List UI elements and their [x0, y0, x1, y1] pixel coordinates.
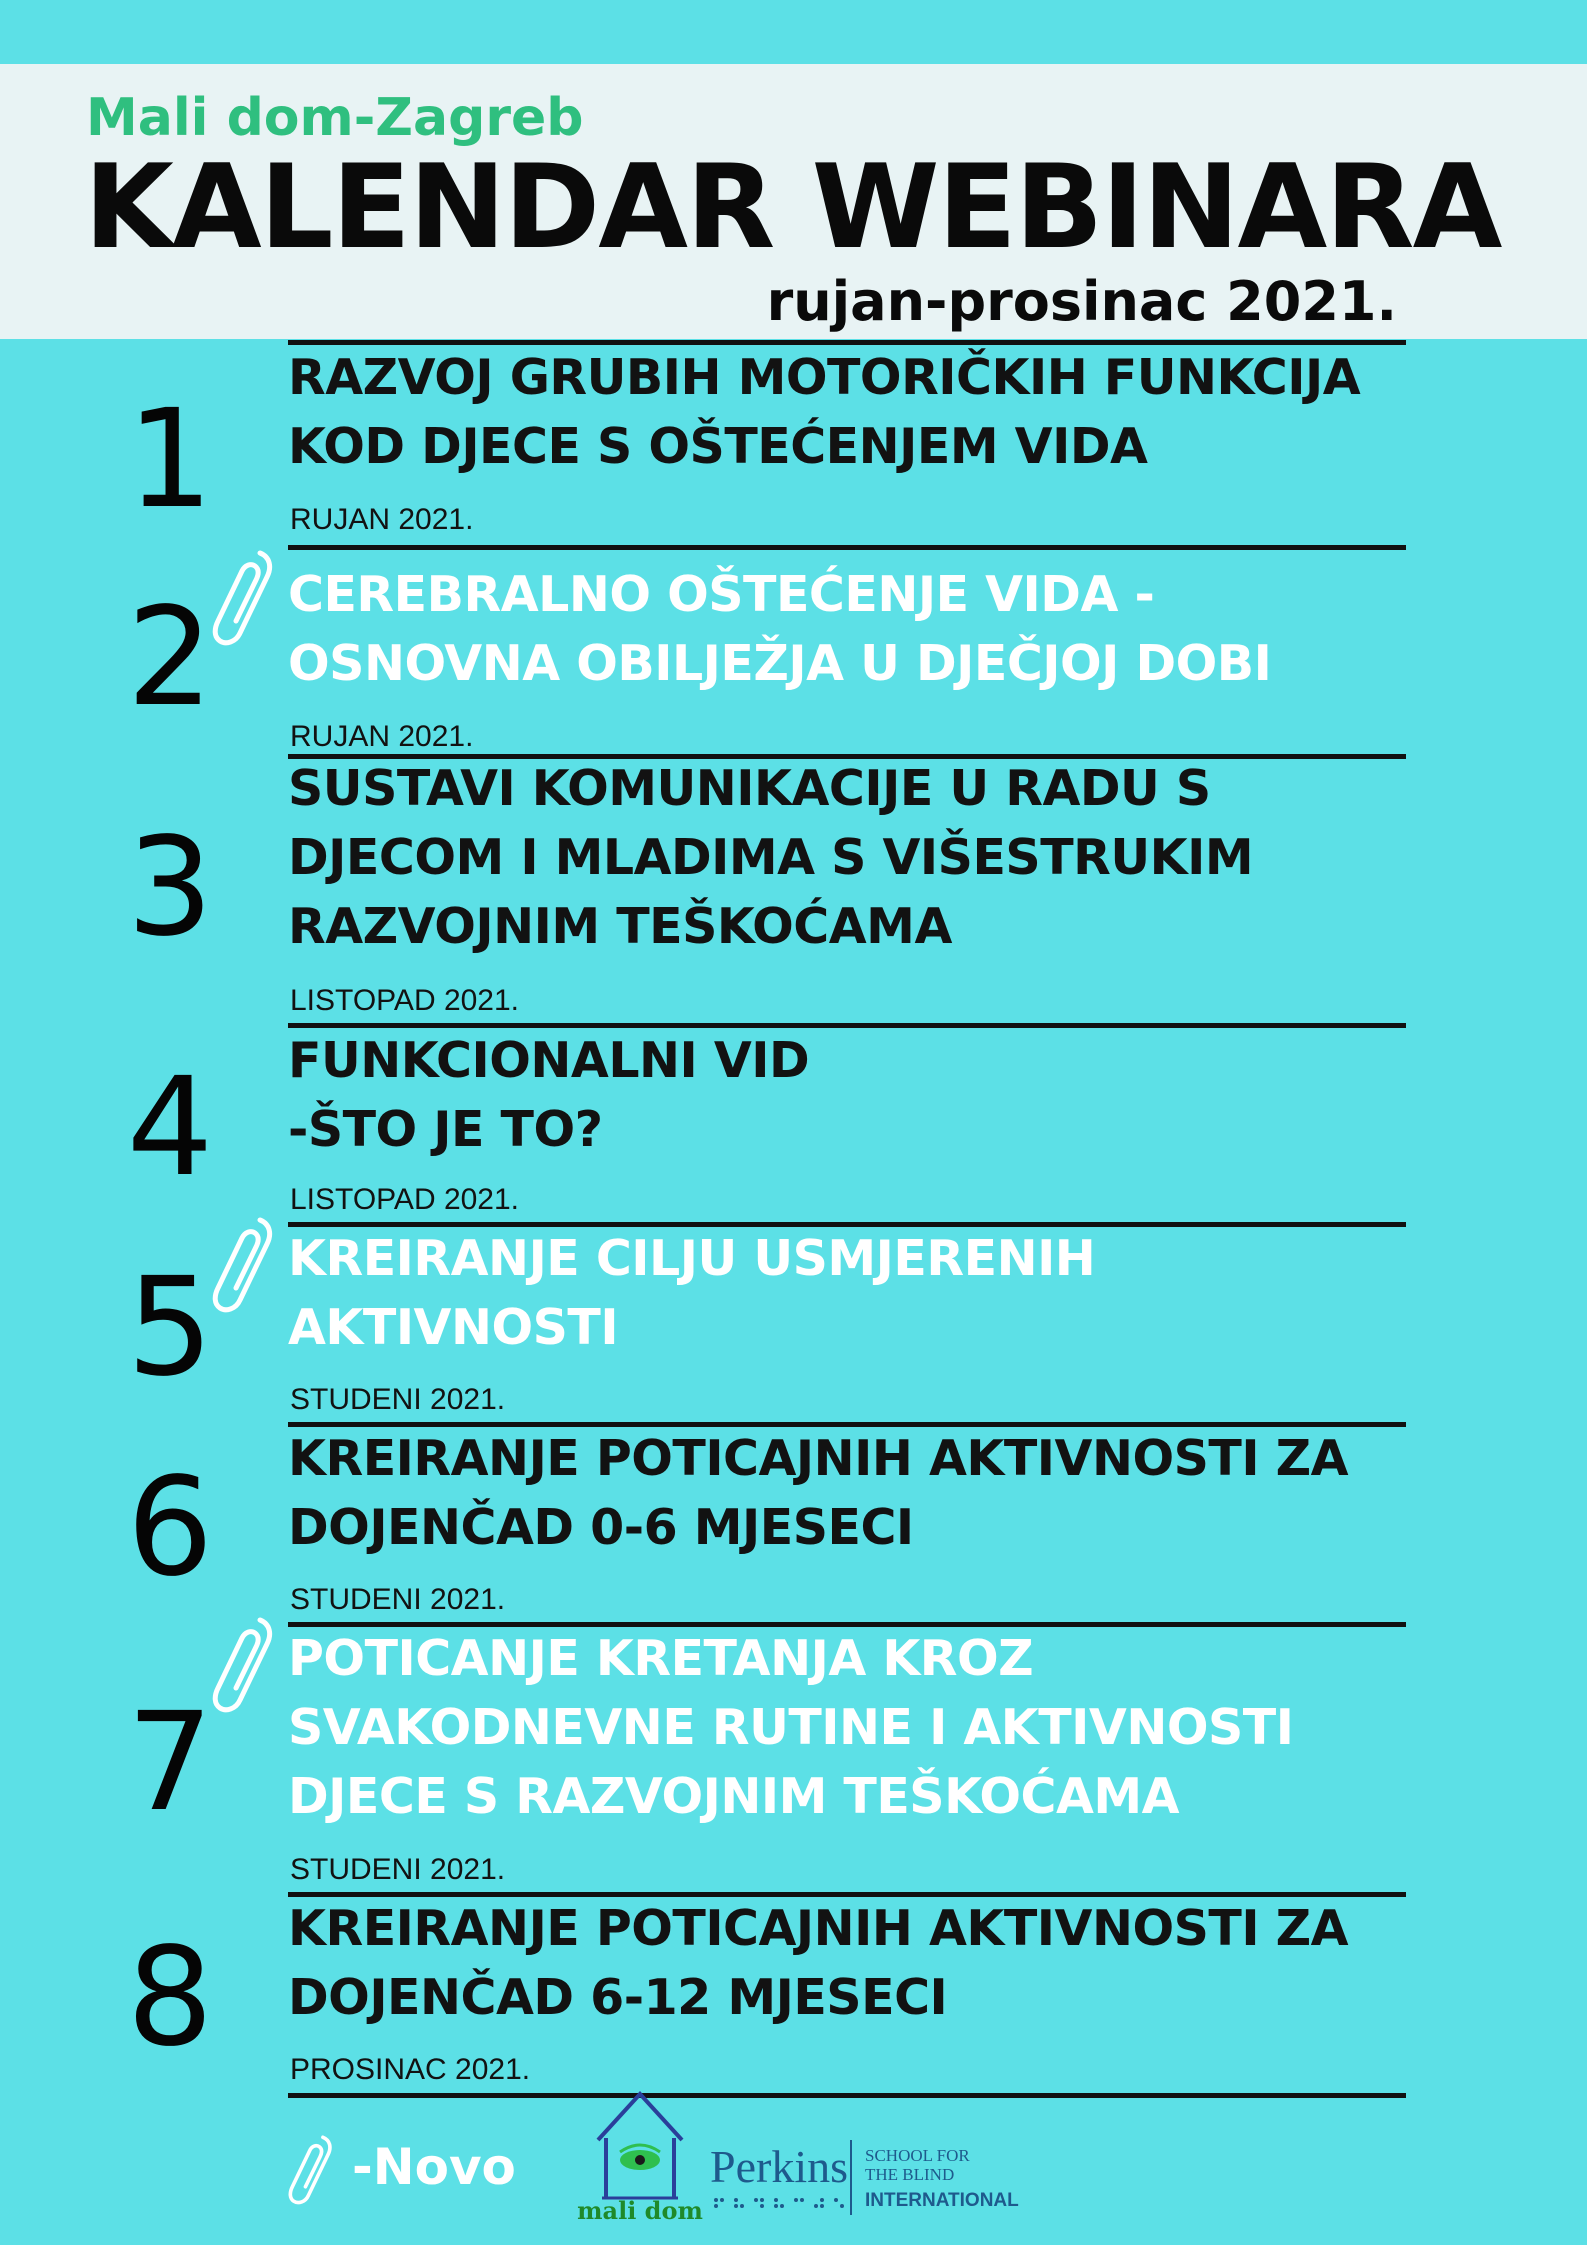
webinar-title: POTICANJE KRETANJA KROZ SVAKODNEVNE RUTINE I AKTIVNOSTI DJECE S RAZVOJNIM TEŠKOĆAMA [288, 1630, 1294, 1825]
webinar-number: 1 [126, 381, 214, 539]
webinar-title: RAZVOJ GRUBIH MOTORIČKIH FUNKCIJA KOD DJECE S OŠTEĆENJEM VIDA [288, 349, 1361, 475]
webinar-number: 3 [126, 809, 214, 967]
webinar-date: LISTOPAD 2021. [290, 984, 520, 1017]
webinar-title: KREIRANJE POTICAJNIH AKTIVNOSTI ZA DOJENČAD 6-12 MJESECI [288, 1900, 1349, 2026]
perkins-logo-subtitle: SCHOOL FOR THE BLIND [865, 2146, 970, 2184]
webinar-date: PROSINAC 2021. [290, 2053, 531, 2086]
webinar-date: LISTOPAD 2021. [290, 1183, 520, 1216]
webinar-date: RUJAN 2021. [290, 503, 474, 536]
webinar-title: KREIRANJE POTICAJNIH AKTIVNOSTI ZA DOJENČAD 0-6 MJESECI [288, 1430, 1349, 1556]
divider-rule [288, 2093, 1406, 2098]
period-subtitle: rujan-prosinac 2021. [766, 270, 1397, 333]
webinar-number: 6 [126, 1449, 214, 1607]
webinar-number: 7 [126, 1684, 214, 1842]
webinar-title: SUSTAVI KOMUNIKACIJE U RADU S DJECOM I MLADIMA S VIŠESTRUKIM RAZVOJNIM TEŠKOĆAMA [288, 760, 1254, 955]
webinar-number: 4 [126, 1049, 214, 1207]
perkins-logo-international: INTERNATIONAL [865, 2190, 1019, 2211]
webinar-date: STUDENI 2021. [290, 1853, 506, 1886]
webinar-number: 8 [126, 1919, 214, 2077]
webinar-date: STUDENI 2021. [290, 1383, 506, 1416]
webinar-title: KREIRANJE CILJU USMJERENIH AKTIVNOSTI [288, 1230, 1096, 1356]
legend-new-label: -Novo [352, 2138, 516, 2196]
webinar-date: STUDENI 2021. [290, 1583, 506, 1616]
paperclip-icon [288, 2130, 336, 2210]
webinar-title: FUNKCIONALNI VID -ŠTO JE TO? [288, 1032, 810, 1158]
mali-dom-logo-text: mali dom [577, 2196, 703, 2225]
webinar-number: 2 [126, 579, 214, 737]
perkins-logo-divider [850, 2140, 852, 2215]
webinar-title: CEREBRALNO OŠTEĆENJE VIDA - OSNOVNA OBILJEŽJA U DJEČJOJ DOBI [288, 566, 1272, 692]
webinar-number: 5 [126, 1249, 214, 1407]
perkins-logo-name: Perkins [710, 2141, 848, 2192]
divider-rule [288, 545, 1406, 550]
webinar-date: RUJAN 2021. [290, 720, 474, 753]
organization-name: Mali dom-Zagreb [86, 88, 584, 148]
braille-dots-icon [712, 2196, 872, 2210]
page-title: KALENDAR WEBINARA [84, 140, 1501, 275]
